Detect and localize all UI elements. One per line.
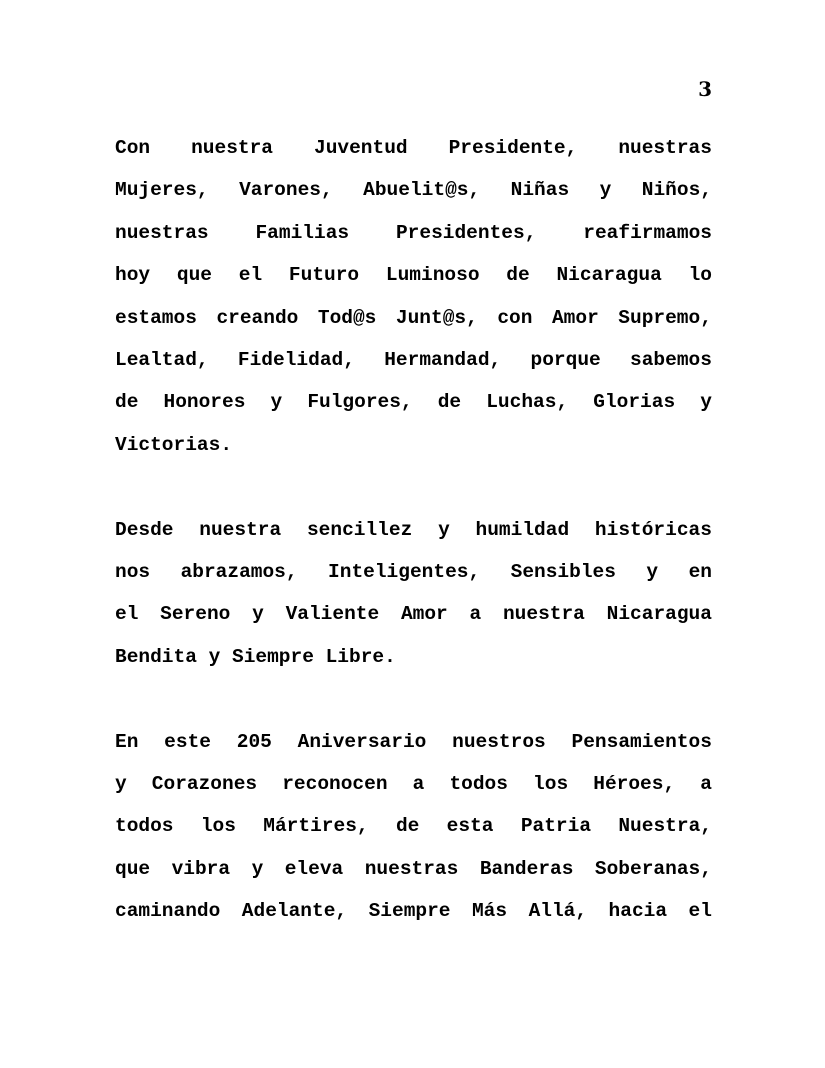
text-line [115, 127, 712, 169]
word: esta [446, 815, 494, 838]
word: Glorias [593, 391, 676, 414]
text-line [115, 509, 712, 551]
word: Junt@s, [395, 306, 478, 329]
word: Hermandad, [384, 348, 502, 371]
word: hacia [608, 900, 668, 923]
word: estamos [115, 306, 197, 329]
word: nuestras [115, 221, 209, 244]
word: Mártires, [263, 815, 369, 838]
word: que [176, 264, 212, 287]
word: Nicaragua [556, 264, 662, 287]
page-number: 3 [698, 77, 712, 101]
word: Fulgores, [307, 391, 413, 414]
word: que [115, 857, 151, 880]
word: vibra [171, 857, 231, 880]
word: todos [115, 815, 174, 838]
word: y [270, 391, 283, 414]
word: y [115, 773, 127, 796]
word: Siempre [232, 645, 314, 668]
word: Mujeres, [115, 179, 209, 202]
word: Futuro [288, 264, 360, 287]
word: nuestros [452, 730, 546, 753]
text-line [115, 297, 712, 339]
word: nuestra [199, 518, 282, 541]
word: Bendita [115, 645, 197, 668]
word: y [646, 561, 659, 584]
word: Presidentes, [395, 221, 537, 244]
word: Juventud [314, 137, 408, 159]
word: Pensamientos [571, 730, 712, 753]
word: abrazamos, [180, 561, 298, 584]
paragraph [115, 509, 712, 679]
word: creando [216, 306, 299, 329]
word: en [688, 561, 712, 584]
word: Valiente [285, 603, 380, 626]
word: Libre. [325, 645, 396, 668]
text-line [115, 254, 712, 296]
text-line [115, 763, 712, 805]
word: nuestras [618, 137, 712, 159]
word: y [252, 603, 264, 626]
word: Amor [551, 306, 599, 329]
word: Amor [400, 603, 448, 626]
word: 205 [236, 730, 272, 753]
word: eleva [284, 857, 344, 880]
word: lo [688, 264, 712, 287]
word: reconocen [282, 773, 388, 796]
word: Abuelit@s, [363, 179, 481, 202]
paragraph [115, 127, 712, 466]
word: Honores [163, 391, 246, 414]
word: En [115, 730, 139, 753]
word: y [599, 179, 612, 202]
word: Inteligentes, [328, 561, 481, 584]
word: Sereno [160, 603, 231, 626]
word: el [238, 264, 263, 287]
document-body [115, 127, 712, 975]
word: Corazones [151, 773, 258, 796]
text-line [115, 636, 712, 678]
word: los [533, 773, 569, 796]
text-line [115, 212, 712, 254]
word: Patria [520, 815, 592, 838]
word: y [251, 857, 264, 880]
word: Desde [115, 518, 174, 541]
text-line [115, 890, 712, 932]
text-line [115, 848, 712, 890]
word: porque [530, 348, 601, 371]
word: de [115, 391, 139, 414]
word: Familias [255, 221, 350, 244]
word: históricas [594, 518, 712, 541]
word: sabemos [630, 348, 712, 371]
word: Sensibles [510, 561, 616, 584]
word: Aniversario [297, 730, 427, 753]
text-line [115, 721, 712, 763]
word: a [469, 603, 482, 626]
word: Fidelidad, [237, 348, 355, 371]
word: Luminoso [385, 264, 480, 287]
word: Luchas, [486, 391, 569, 414]
word: el [688, 900, 712, 923]
word: a [700, 773, 712, 796]
word: Más [471, 900, 508, 923]
word: y [700, 391, 712, 414]
word: humildad [475, 518, 570, 541]
text-line [115, 593, 712, 635]
word: Héroes, [593, 773, 676, 796]
word: Niñas [510, 179, 570, 202]
word: Siempre [368, 900, 451, 923]
text-line [115, 424, 712, 466]
word: nuestras [364, 857, 459, 880]
word: Niños, [641, 179, 712, 202]
word: Victorias. [115, 433, 233, 456]
word: hoy [115, 264, 151, 287]
word: nuestra [191, 137, 274, 159]
word: Nicaragua [606, 603, 712, 626]
word: Lealtad, [115, 348, 209, 371]
word: el [115, 603, 139, 626]
word: caminando [115, 900, 221, 923]
text-line [115, 805, 712, 847]
text-line [115, 169, 712, 211]
word: reafirmamos [583, 221, 712, 244]
word: todos [449, 773, 508, 796]
word: nos [115, 561, 151, 584]
word: de [395, 815, 420, 838]
word: Allá, [528, 900, 588, 923]
text-line [115, 381, 712, 423]
word: a [412, 773, 425, 796]
text-line [115, 551, 712, 593]
word: Con [115, 137, 151, 159]
word: los [200, 815, 236, 838]
word: Varones, [239, 179, 333, 202]
word: Tod@s [317, 306, 377, 329]
word: de [437, 391, 462, 414]
word: nuestra [502, 603, 585, 626]
word: Supremo, [618, 306, 712, 329]
word: Banderas [479, 857, 574, 880]
word: sencillez [306, 518, 413, 541]
text-line [115, 339, 712, 381]
word: Nuestra, [618, 815, 712, 838]
word: Adelante, [241, 900, 348, 923]
word: con [497, 306, 533, 329]
word: Presidente, [448, 137, 578, 159]
paragraph [115, 721, 712, 933]
word: Soberanas, [594, 857, 712, 880]
word: este [164, 730, 211, 753]
word: y [438, 518, 450, 541]
word: de [506, 264, 530, 287]
word: y [208, 645, 221, 668]
